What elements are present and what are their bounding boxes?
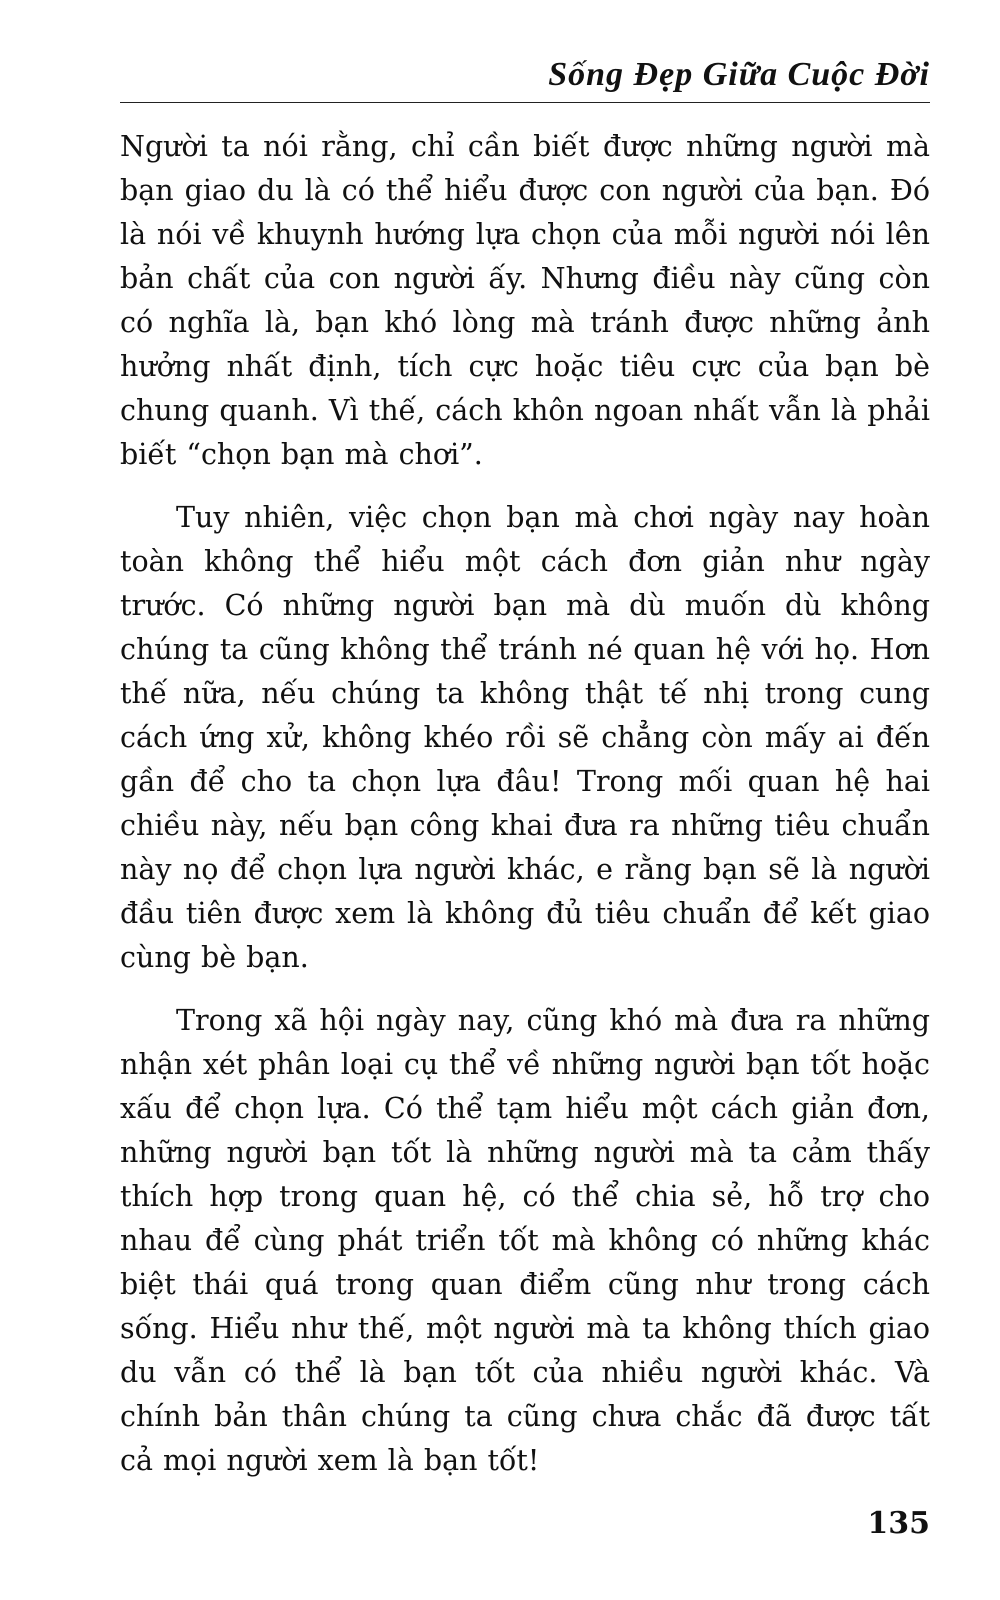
body-text [120,125,930,1483]
running-header-title: Sống Đẹp Giữa Cuộc Đời [548,56,930,93]
page-number: 135 [867,1506,930,1541]
paragraph-3: Trong xã hội ngày nay, cũng khó mà đưa ra những nhận xét phân loại cụ thể về những người bạn tốt hoặc xấu để chọn lựa. Có thể tạm hiểu một cách giản đơn, những người bạn tốt là những người mà ta cảm thấy thích hợp trong quan hệ, có thể chia sẻ, hỗ trợ cho nhau để cùng phát triển tốt mà không có những khác biệt thái quá trong quan điểm cũng như trong cách sống. Hiểu như thế, một người mà ta không thích giao du vẫn có thể là bạn tốt của nhiều người khác. Và chính bản thân chúng ta cũng chưa chắc đã được tất cả mọi người xem là bạn tốt! [120,1004,930,1477]
paragraph-1: Người ta nói rằng, chỉ cần biết được những người mà bạn giao du là có thể hiểu được con người của bạn. Đó là nói về khuynh hướng lựa chọn của mỗi người nói lên bản chất của con người ấy. Nhưng điều này cũng còn có nghĩa là, bạn khó lòng mà tránh được những ảnh hưởng nhất định, tích cực hoặc tiêu cực của bạn bè chung quanh. Vì thế, cách khôn ngoan nhất vẫn là phải biết “chọn bạn mà chơi”. [120,130,930,471]
header-divider [120,102,930,103]
paragraph-2: Tuy nhiên, việc chọn bạn mà chơi ngày nay hoàn toàn không thể hiểu một cách đơn giản như ngày trước. Có những người bạn mà dù muốn dù không chúng ta cũng không thể tránh né quan hệ với họ. Hơn thế nữa, nếu chúng ta không thật tế nhị trong cung cách ứng xử, không khéo rồi sẽ chẳng còn mấy ai đến gần để cho ta chọn lựa đâu! Trong mối quan hệ hai chiều này, nếu bạn công khai đưa ra những tiêu chuẩn này nọ để chọn lựa người khác, e rằng bạn sẽ là người đầu tiên được xem là không đủ tiêu chuẩn để kết giao cùng bè bạn. [120,501,930,974]
